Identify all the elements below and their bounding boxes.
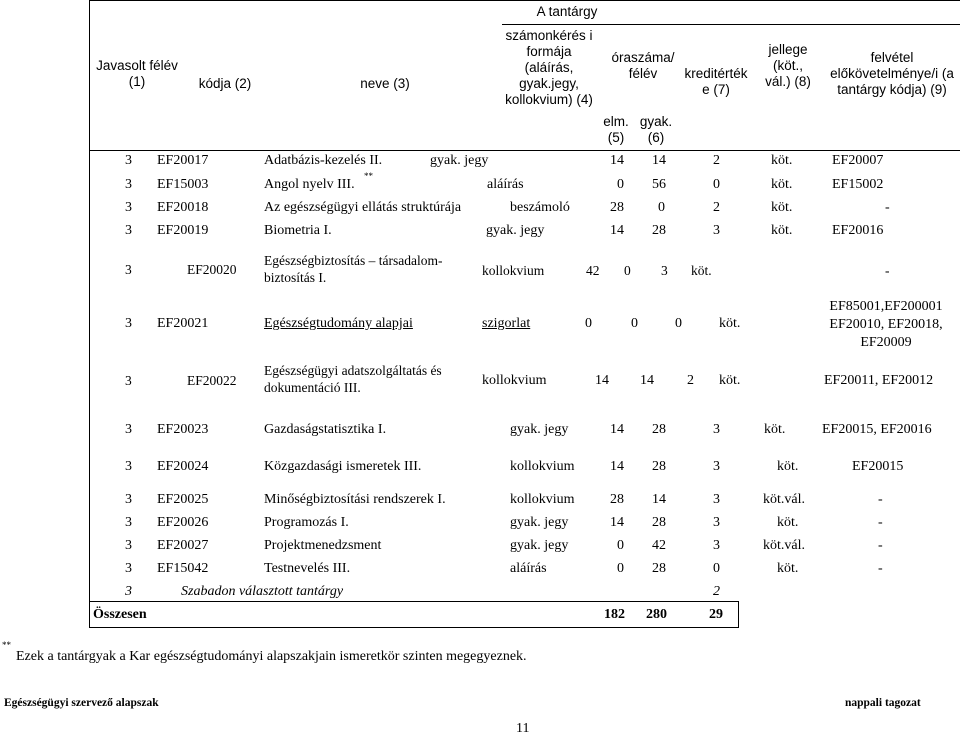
row-code: EF20025 — [157, 492, 209, 507]
row-code: EF20027 — [157, 538, 209, 553]
footnote-mark: ** — [364, 171, 373, 181]
row-lecture: 0 — [585, 316, 592, 331]
row-semester: 3 — [125, 316, 132, 331]
row-prereq: - — [878, 515, 883, 530]
col-hours-header: óraszáma/ félév — [611, 50, 675, 81]
row-credit: 0 — [713, 177, 720, 192]
col-exam-header: számonkérés i formája (aláírás, gyak.jegy, kollokvium) (4) — [505, 28, 593, 107]
row-prereq-line3: EF20009 — [860, 335, 912, 350]
row-prereq: - — [878, 538, 883, 553]
row-name: Projektmenedzsment — [264, 538, 382, 553]
row-name: Testnevelés III. — [264, 561, 351, 576]
row-semester: 3 — [125, 373, 132, 388]
row-lecture: 14 — [610, 223, 624, 238]
col-practice-header: gyak. (6) — [639, 114, 673, 145]
row-practice: 14 — [652, 153, 666, 168]
row-lecture: 0 — [617, 561, 624, 576]
row-semester: 3 — [125, 200, 132, 215]
row-prereq: EF20007 — [832, 153, 884, 168]
row-type: köt. — [777, 459, 799, 474]
row-code: EF20024 — [157, 459, 209, 474]
col-code-header: kódja (2) — [198, 76, 252, 91]
row-practice: 42 — [652, 538, 666, 553]
row-credit: 3 — [713, 492, 720, 507]
row-semester: 3 — [125, 223, 132, 238]
row-semester: 3 — [125, 177, 132, 192]
row-type: köt. — [771, 153, 793, 168]
row-prereq: EF20016 — [832, 223, 884, 238]
row-exam: gyak. jegy — [510, 422, 569, 437]
row-code: EF20026 — [157, 515, 209, 530]
row-practice: 28 — [652, 223, 666, 238]
row-credit: 3 — [713, 515, 720, 530]
row-exam: kollokvium — [510, 492, 575, 507]
row-semester: 3 — [125, 262, 132, 277]
row-type: köt. — [777, 515, 799, 530]
row-exam: aláírás — [487, 177, 524, 192]
row-prereq-line1: EF85001,EF200001 — [829, 299, 943, 314]
row-name: Az egészségügyi ellátás struktúrája — [264, 200, 462, 215]
row-exam: gyak. jegy — [510, 538, 569, 553]
row-type: köt. — [719, 373, 741, 388]
row-name: Angol nyelv III. — [264, 177, 355, 192]
total-label: Összesen — [93, 607, 147, 622]
row-prereq: EF20011, EF20012 — [824, 373, 934, 388]
row-semester: 3 — [125, 153, 132, 168]
row-code: EF20023 — [157, 422, 209, 437]
row-practice: 14 — [652, 492, 666, 507]
row-credit: 0 — [675, 316, 682, 331]
row-type: köt. — [691, 263, 712, 278]
row-credit: 3 — [713, 422, 720, 437]
row-practice: 28 — [652, 459, 666, 474]
row-lecture: 14 — [610, 515, 624, 530]
row-semester: 3 — [125, 515, 132, 530]
row-semester: 3 — [125, 538, 132, 553]
row-exam: aláírás — [510, 561, 547, 576]
row-practice: 0 — [658, 200, 665, 215]
row-name: Közgazdasági ismeretek III. — [264, 459, 422, 474]
page-number: 11 — [516, 721, 530, 736]
total-lecture: 182 — [604, 607, 625, 622]
row-code: EF15003 — [157, 177, 209, 192]
row-name-line1: Egészségbiztosítás – társadalom- — [264, 253, 443, 268]
row-name: Adatbázis-kezelés II. — [264, 153, 383, 168]
col-prereq-header: felvétel előkövetelménye/i (a tantárgy kódja) (9) — [830, 50, 954, 97]
row-lecture: 0 — [617, 538, 624, 553]
row-type: köt. — [777, 561, 799, 576]
row-code: EF20017 — [157, 153, 209, 168]
elective-semester: 3 — [125, 584, 132, 599]
col-semester-header: Javasolt félév (1) — [96, 58, 178, 89]
row-practice: 28 — [652, 515, 666, 530]
row-exam: gyak. jegy — [486, 223, 545, 238]
row-exam: kollokvium — [510, 459, 575, 474]
row-practice: 28 — [652, 422, 666, 437]
total-credit: 29 — [709, 607, 723, 622]
row-name-line2: dokumentáció III. — [264, 380, 361, 395]
row-prereq: - — [878, 561, 883, 576]
row-prereq: - — [885, 200, 890, 215]
row-exam: beszámoló — [510, 200, 570, 215]
row-code: EF20022 — [187, 373, 237, 388]
row-prereq: EF15002 — [832, 177, 884, 192]
row-lecture: 14 — [610, 422, 624, 437]
row-prereq: - — [878, 492, 883, 507]
group-title: A tantárgy — [536, 4, 598, 19]
row-type: köt. — [771, 200, 793, 215]
row-prereq: - — [885, 263, 890, 278]
row-name: Egészségtudomány alapjai — [264, 316, 413, 331]
row-lecture: 42 — [586, 263, 600, 278]
elective-credit: 2 — [713, 584, 720, 599]
row-exam: kollokvium — [482, 263, 545, 278]
row-lecture: 14 — [595, 373, 609, 388]
footnote-text: Ezek a tantárgyak a Kar egészségtudományi alapszakjain ismeretkör szinten megegyeznek. — [16, 649, 527, 664]
row-type: köt. — [771, 223, 793, 238]
col-type-header: jellege (köt., vál.) (8) — [765, 42, 811, 89]
row-prereq: EF20015 — [852, 459, 904, 474]
row-name: Programozás I. — [264, 515, 349, 530]
row-credit: 2 — [713, 200, 720, 215]
row-lecture: 0 — [617, 177, 624, 192]
row-lecture: 28 — [610, 492, 624, 507]
row-prereq: EF20015, EF20016 — [822, 422, 932, 437]
elective-label: Szabadon választott tantárgy — [181, 584, 344, 599]
row-lecture: 14 — [610, 459, 624, 474]
row-semester: 3 — [125, 459, 132, 474]
row-type: köt. — [764, 422, 786, 437]
col-name-header: neve (3) — [360, 76, 410, 91]
row-exam: kollokvium — [482, 373, 547, 388]
row-lecture: 14 — [610, 153, 624, 168]
row-name: Gazdaságstatisztika I. — [264, 422, 387, 437]
row-credit: 0 — [713, 561, 720, 576]
row-semester: 3 — [125, 422, 132, 437]
total-practice: 280 — [646, 607, 667, 622]
row-type: köt.vál. — [763, 492, 805, 507]
row-code: EF20021 — [157, 316, 209, 331]
row-practice: 0 — [624, 263, 631, 278]
row-practice: 14 — [640, 373, 654, 388]
row-type: köt. — [771, 177, 793, 192]
row-credit: 3 — [713, 223, 720, 238]
row-practice: 28 — [652, 561, 666, 576]
row-exam: gyak. jegy — [510, 515, 569, 530]
row-name-line2: biztosítás I. — [264, 270, 327, 285]
row-credit: 3 — [661, 263, 668, 278]
footer-program: Egészségügyi szervező alapszak — [4, 697, 159, 709]
row-lecture: 28 — [610, 200, 624, 215]
row-exam: szigorlat — [482, 316, 531, 331]
row-name: Minőségbiztosítási rendszerek I. — [264, 492, 446, 507]
row-credit: 2 — [713, 153, 720, 168]
footnote-mark: ** — [2, 640, 11, 650]
row-code: EF20019 — [157, 223, 209, 238]
row-credit: 3 — [713, 538, 720, 553]
row-code: EF20018 — [157, 200, 209, 215]
row-type: köt. — [719, 316, 741, 331]
row-prereq-line2: EF20010, EF20018, — [829, 317, 943, 332]
row-semester: 3 — [125, 492, 132, 507]
row-name: Biometria I. — [264, 223, 332, 238]
row-type: köt.vál. — [763, 538, 805, 553]
row-code: EF20020 — [187, 262, 237, 277]
col-lecture-header: elm. (5) — [603, 114, 629, 145]
row-practice: 0 — [631, 316, 638, 331]
row-credit: 2 — [687, 373, 694, 388]
row-exam: gyak. jegy — [430, 153, 489, 168]
row-code: EF15042 — [157, 561, 209, 576]
row-semester: 3 — [125, 561, 132, 576]
row-name-line1: Egészségügyi adatszolgáltatás és — [264, 363, 442, 378]
footer-mode: nappali tagozat — [845, 697, 921, 709]
row-practice: 56 — [652, 177, 666, 192]
col-credit-header: kreditérték e (7) — [684, 66, 748, 97]
row-credit: 3 — [713, 459, 720, 474]
